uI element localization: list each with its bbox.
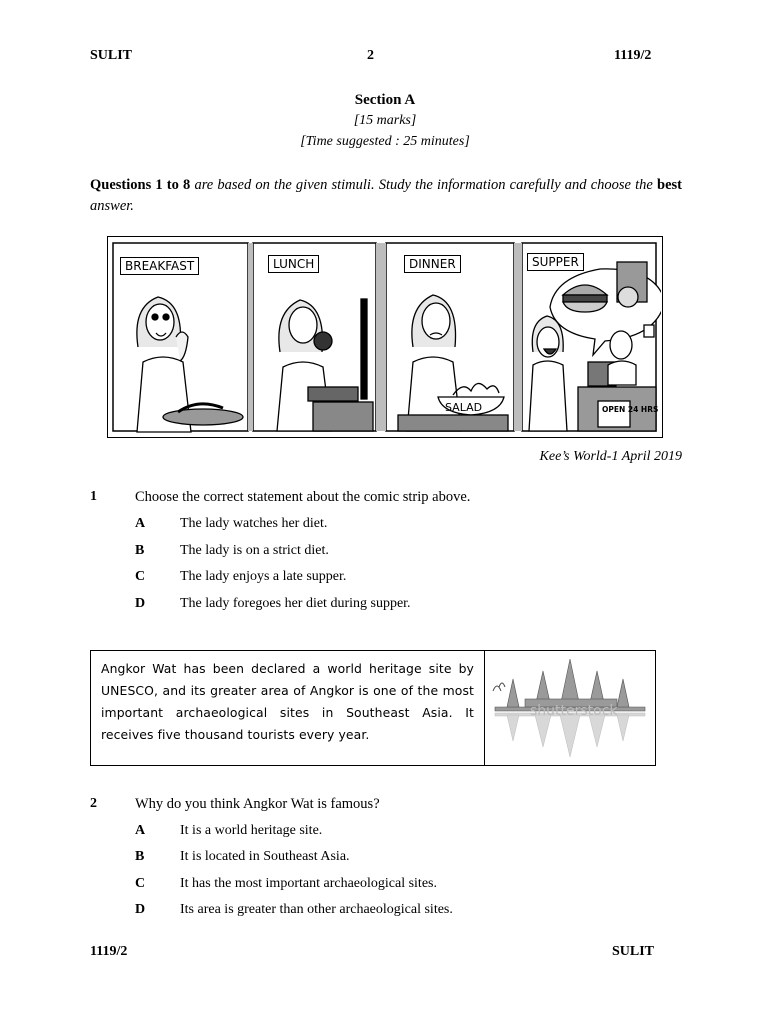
q2-stem: Why do you think Angkor Wat is famous?: [135, 796, 380, 812]
header-left: SULIT: [90, 48, 133, 63]
q2-option-d: Its area is greater than other archaeological sites.: [180, 902, 453, 917]
angkor-text-box: Angkor Wat has been declared a world heritage site by UNESCO, and its greater area of Angkor is one of the most important archaeological sites in Southeast Asia. It receives five thousand tourists every year.: [90, 650, 485, 766]
panel-label-dinner: DINNER: [404, 255, 461, 273]
image-watermark: shutterstock: [530, 703, 618, 719]
q1-option-c-letter: C: [135, 569, 146, 584]
q1-option-d-letter: D: [135, 596, 146, 611]
open-sign: OPEN 24 HRS: [602, 405, 659, 414]
footer-left: 1119/2: [90, 944, 128, 959]
instructions-end: answer.: [90, 198, 134, 214]
q2-option-b-letter: B: [135, 849, 145, 864]
q1-option-a-letter: A: [135, 516, 146, 531]
comic-strip: [107, 236, 663, 438]
q2-option-c: It has the most important archaeological sites.: [180, 876, 437, 891]
section-time: [Time suggested : 25 minutes]: [300, 134, 470, 149]
q1-option-b: The lady is on a strict diet.: [180, 543, 329, 558]
footer-right: SULIT: [612, 944, 655, 959]
q1-stem: Choose the correct statement about the comic strip above.: [135, 489, 471, 505]
instructions-best: best: [657, 177, 682, 193]
panel-2-figure: [277, 299, 373, 431]
instructions: [90, 175, 682, 217]
angkor-wat-image: [484, 650, 656, 766]
q1-option-d: The lady foregoes her diet during supper.: [180, 596, 411, 611]
comic-caption: Kee’s World-1 April 2019: [539, 449, 682, 464]
instructions-italic: are based on the given stimuli. Study the information carefully and choose the: [190, 177, 657, 193]
q2-option-c-letter: C: [135, 876, 146, 891]
panel-label-lunch: LUNCH: [268, 255, 319, 273]
instructions-bold: Questions 1 to 8: [90, 177, 191, 193]
panel-label-supper: SUPPER: [527, 253, 584, 271]
q2-option-b: It is located in Southeast Asia.: [180, 849, 350, 864]
panel-label-breakfast: BREAKFAST: [120, 257, 199, 275]
q1-number: 1: [90, 489, 97, 504]
q2-option-a: It is a world heritage site.: [180, 823, 323, 838]
section-title: Section A: [354, 92, 416, 108]
q2-number: 2: [90, 796, 97, 811]
q1-option-c: The lady enjoys a late supper.: [180, 569, 347, 584]
header-right: 1119/2: [614, 48, 652, 63]
q2-option-d-letter: D: [135, 902, 146, 917]
angkor-drawing: [485, 651, 655, 765]
section-marks: [15 marks]: [353, 113, 417, 128]
salad-label: SALAD: [445, 401, 483, 414]
q2-option-a-letter: A: [135, 823, 146, 838]
panel-1-figure: [137, 297, 243, 432]
q1-option-b-letter: B: [135, 543, 145, 558]
q1-option-a: The lady watches her diet.: [180, 516, 328, 531]
page-number: 2: [367, 48, 374, 63]
